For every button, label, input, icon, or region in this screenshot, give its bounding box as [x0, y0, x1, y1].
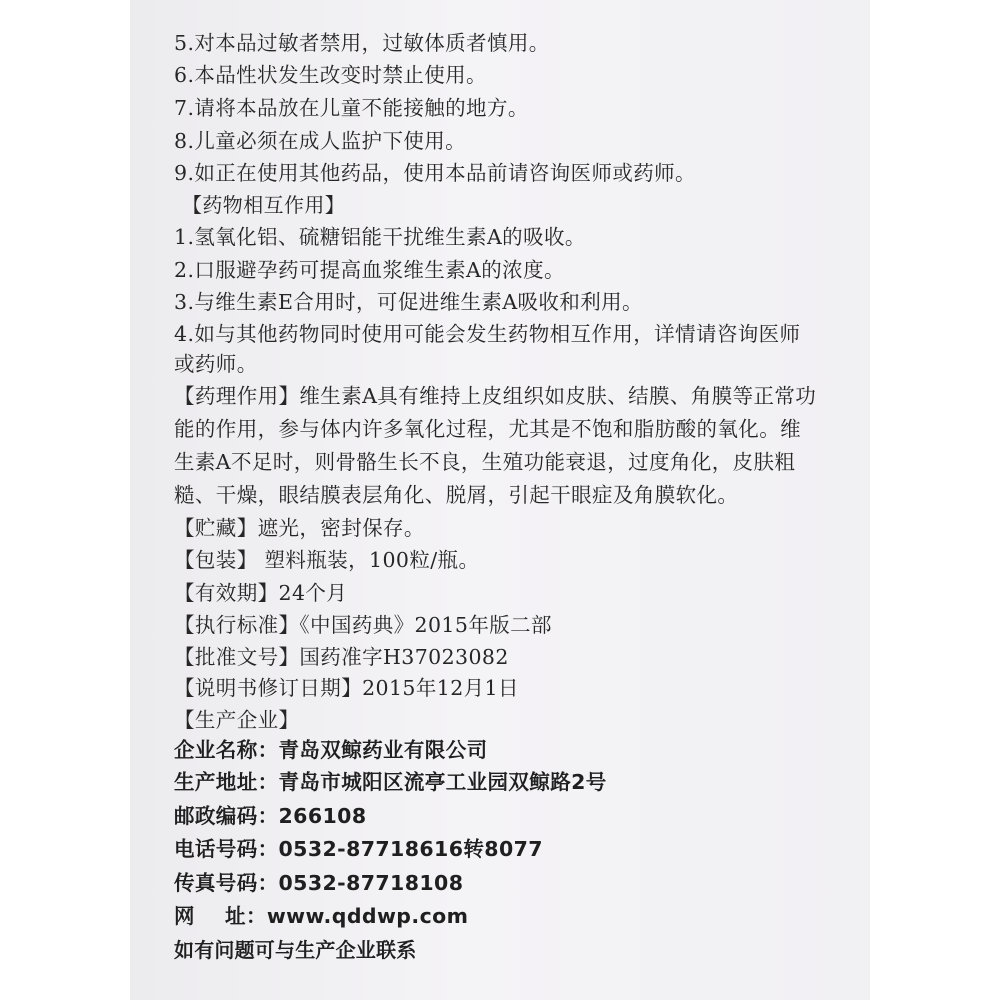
revision-date: 【说明书修订日期】2015年12月1日	[174, 676, 519, 700]
pharmacology-line-3: 生素A不足时，则骨骼生长不良，生殖功能衰退，过度角化，皮肤粗	[174, 450, 796, 474]
precaution-5: 5.对本品过敏者禁用，过敏体质者慎用。	[174, 31, 550, 55]
contact-note: 如有问题可与生产企业联系	[174, 938, 417, 962]
manufacturer-heading: 【生产企业】	[174, 708, 300, 732]
standard: 【执行标准】《中国药典》2015年版二部	[174, 613, 552, 637]
company-name: 企业名称：青岛双鲸药业有限公司	[174, 738, 488, 762]
precaution-6: 6.本品性状发生改变时禁止使用。	[174, 63, 487, 87]
website: 网 址：www.qddwp.com	[174, 904, 469, 928]
packaging: 【包装】 塑料瓶装，100粒/瓶。	[174, 548, 480, 572]
drug-interaction-heading: 【药物相互作用】	[182, 193, 346, 217]
leaflet-paper	[130, 0, 870, 1000]
precaution-7: 7.请将本品放在儿童不能接触的地方。	[174, 96, 529, 120]
shelf-life: 【有效期】24个月	[174, 581, 348, 605]
postal-code: 邮政编码：266108	[174, 804, 367, 828]
approval-number: 【批准文号】国药准字H37023082	[174, 645, 509, 669]
precaution-8: 8.儿童必须在成人监护下使用。	[174, 129, 467, 153]
interaction-3: 3.与维生素E合用时，可促进维生素A吸收和利用。	[174, 290, 643, 314]
pharmacology-line-2: 能的作用，参与体内许多氧化过程，尤其是不饱和脂肪酸的氧化。维	[174, 417, 801, 441]
interaction-4: 4.如与其他药物同时使用可能会发生药物相互作用，详情请咨询医师	[174, 322, 801, 346]
company-address: 生产地址：青岛市城阳区流亭工业园双鲸路2号	[174, 770, 607, 794]
precaution-9: 9.如正在使用其他药品，使用本品前请咨询医师或药师。	[174, 161, 696, 185]
interaction-2: 2.口服避孕药可提高血浆维生素A的浓度。	[174, 258, 565, 282]
storage: 【贮藏】遮光，密封保存。	[174, 516, 425, 540]
phone-number: 电话号码：0532-87718616转8077	[174, 837, 543, 861]
pharmacology-line-1: 【药理作用】维生素A具有维持上皮组织如皮肤、结膜、角膜等正常功	[174, 384, 817, 408]
interaction-1: 1.氢氧化铝、硫糖铝能干扰维生素A的吸收。	[174, 225, 586, 249]
pharmacology-line-4: 糙、干燥，眼结膜表层角化、脱屑，引起干眼症及角膜软化。	[174, 483, 739, 507]
fax-number: 传真号码：0532-87718108	[174, 871, 464, 895]
interaction-4-cont: 或药师。	[174, 352, 258, 376]
